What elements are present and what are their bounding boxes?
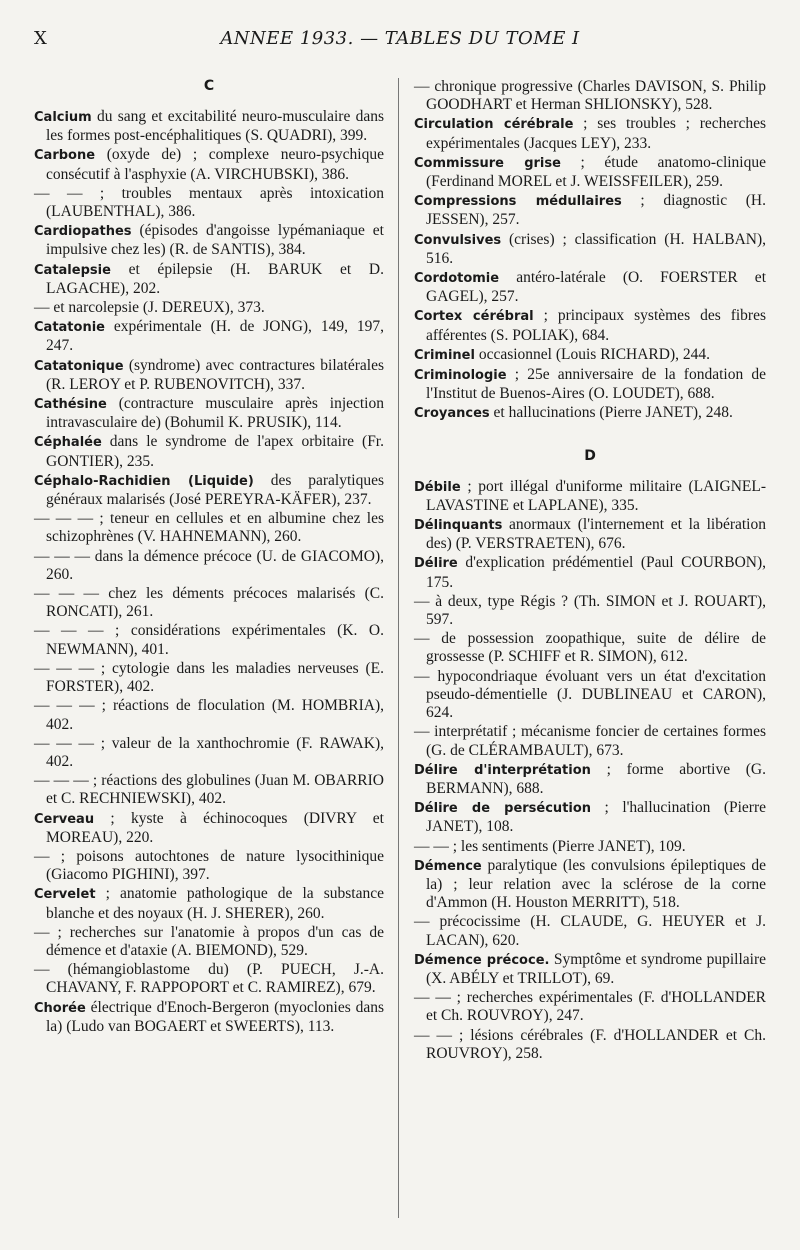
entry-headword: Compressions médullaires	[414, 194, 622, 210]
entry-text: — ; recherches sur l'anatomie à propos d'un cas de démence et d'ataxie (A. BIEMOND), 529.	[34, 923, 384, 959]
entry-headword: Catatonie	[34, 320, 105, 336]
entry-text: — ; poisons autochtones de nature lysocithinique (Giacomo PIGHINI), 397.	[34, 847, 384, 884]
entry-text: expérimentale (H. de JONG), 149, 197, 247.	[46, 318, 384, 355]
index-entry	[414, 192, 766, 229]
entry-headword: Débile	[414, 479, 461, 495]
entry-headword: Chorée	[34, 1000, 86, 1016]
entry-headword: Criminologie	[414, 368, 507, 384]
index-entry	[34, 999, 384, 1036]
entry-text: ; 25e anniversaire de la fondation de l'Institut de Buenos-Aires (O. LOUDET), 688.	[426, 366, 766, 403]
entry-headword: Délire de persécution	[414, 801, 592, 817]
entry-text: — de possession zoopathique, suite de délire de grossesse (P. SCHIFF et R. SIMON), 612.	[414, 630, 766, 666]
entry-text: ; diagnostic (H. JESSEN), 257.	[426, 192, 767, 229]
entry-text: (oxyde de) ; complexe neuro-psychique consécutif à l'asphyxie (A. VIRCHUBSKI), 386.	[46, 146, 384, 183]
index-entry	[414, 838, 766, 856]
index-entry	[34, 622, 384, 658]
entry-text: d'explication prédémentiel (Paul COURBON), 175.	[426, 554, 766, 591]
entry-text: ; l'hallucination (Pierre JANET), 108.	[426, 799, 766, 836]
entry-headword: Croyances	[414, 406, 490, 422]
index-entry	[34, 924, 384, 960]
entry-text: — — ; troubles mentaux après intoxication (LAUBENTHAL), 386.	[34, 184, 384, 221]
entry-headword: Cerveau	[34, 811, 95, 827]
index-entry	[414, 668, 766, 723]
index-entry	[34, 146, 384, 183]
page-header	[34, 28, 766, 54]
index-entry	[34, 510, 384, 546]
entry-text: — — ; les sentiments (Pierre JANET), 109.	[414, 837, 686, 855]
index-entry	[34, 961, 384, 997]
entry-text: ; forme abortive (G. BERMANN), 688.	[426, 760, 766, 797]
index-entry	[414, 307, 766, 344]
index-entry	[34, 108, 384, 145]
entry-text: — — — ; teneur en cellules et en albumine chez les schizophrènes (V. HAHNEMANN), 260.	[34, 510, 384, 546]
entry-text: paralytique (les convulsions épileptiques de la) ; leur relation avec la sclérose de la corne d'Ammon (H. Houston MERRITT), 518.	[426, 856, 766, 912]
entry-text: — — — chez les déments précoces malarisés (C. RONCATI), 261.	[34, 585, 384, 621]
entry-headword: Carbone	[34, 148, 96, 164]
entry-headword: Démence	[414, 858, 482, 874]
index-entry	[34, 810, 384, 847]
entry-text: — — — dans la démence précoce (U. de GIACOMO), 260.	[34, 547, 384, 583]
entry-text: — — ; recherches expérimentales (F. d'HOLLANDER et Ch. ROUVROY), 247.	[414, 989, 766, 1025]
index-entry-list	[414, 78, 766, 424]
running-title: ANNEE 1933. — TABLES DU TOME I	[220, 28, 580, 49]
entry-text: — interprétatif ; mécanisme foncier de certaines formes (G. de CLÉRAMBAULT), 673.	[414, 723, 766, 759]
index-entry	[414, 478, 766, 515]
entry-text: — — — ; considérations expérimentales (K. O. NEWMANN), 401.	[34, 622, 384, 658]
entry-text: (épisodes d'angoisse lypémaniaque et impulsive chez les) (R. de SANTIS), 384.	[46, 222, 384, 259]
entry-text: ; kyste à échinocoques (DIVRY et MOREAU), 220.	[46, 809, 384, 846]
entry-text: ; étude anatomo-clinique (Ferdinand MOREL et J. WEISSFEILER), 259.	[426, 153, 766, 191]
index-entry	[34, 357, 384, 394]
entry-text: ; anatomie pathologique de la substance blanche et des noyaux (H. J. SHERER), 260.	[46, 885, 384, 922]
index-entry-list	[414, 478, 766, 1063]
index-entry	[414, 630, 766, 666]
entry-headword: Cortex cérébral	[414, 309, 534, 325]
index-entry	[414, 231, 766, 268]
index-entry	[414, 346, 766, 365]
entry-text: (syndrome) avec contractures bilatérales (R. LEROY et P. RUBENOVITCH), 337.	[46, 356, 384, 393]
entry-text: et hallucinations (Pierre JANET), 248.	[489, 404, 733, 422]
index-entry	[414, 78, 766, 114]
entry-text: — et narcolepsie (J. DEREUX), 373.	[34, 299, 265, 317]
entry-headword: Criminel	[414, 347, 475, 363]
index-entry	[414, 269, 766, 306]
entry-text: ; principaux systèmes des fibres afférentes (S. POLIAK), 684.	[426, 307, 766, 344]
entry-text: et épilepsie (H. BARUK et D. LAGACHE), 202.	[46, 260, 384, 297]
index-entry	[414, 857, 766, 913]
index-entry	[414, 799, 766, 836]
entry-text: — hypocondriaque évoluant vers un état d'excitation pseudo-démentielle (J. DUBLINEAU et CARON), 624.	[414, 667, 766, 722]
entry-headword: Céphalée	[34, 435, 102, 451]
section-letter-d: D	[584, 447, 596, 464]
entry-headword: Cathésine	[34, 397, 107, 413]
index-entry	[34, 660, 384, 696]
index-entry	[414, 366, 766, 403]
index-entry	[34, 222, 384, 259]
entry-headword: Cordotomie	[414, 271, 500, 287]
index-entry	[34, 261, 384, 298]
entry-text: — — ; lésions cérébrales (F. d'HOLLANDER et Ch. ROUVROY), 258.	[414, 1026, 766, 1062]
left-column	[34, 78, 384, 1037]
index-entry	[414, 554, 766, 591]
index-entry	[34, 697, 384, 733]
entry-headword: Convulsives	[414, 232, 502, 248]
index-entry	[34, 772, 384, 808]
section-letter-c: C	[203, 78, 215, 94]
index-entry	[414, 723, 766, 759]
index-entry	[414, 761, 766, 798]
entry-text: — (hémangioblastome du) (P. PUECH, J.-A. CHAVANY, F. RAPPOPORT et C. RAMIREZ), 679.	[34, 961, 384, 997]
index-entry	[414, 154, 766, 191]
entry-headword: Cardiopathes	[34, 224, 132, 240]
index-entry	[414, 516, 766, 553]
index-entry	[34, 299, 384, 317]
entry-headword: Cervelet	[34, 887, 96, 903]
index-entry	[414, 593, 766, 629]
index-entry	[34, 885, 384, 922]
entry-headword: Commissure grise	[414, 155, 561, 171]
index-entry	[34, 318, 384, 355]
entry-text: Symptôme et syndrome pupillaire (X. ABÉLY et TRILLOT), 69.	[426, 950, 766, 987]
entry-text: (crises) ; classification (H. HALBAN), 516.	[426, 230, 766, 267]
entry-headword: Démence précoce.	[414, 952, 550, 968]
entry-text: anormaux (l'internement et la libération des) (P. VERSTRAETEN), 676.	[426, 516, 766, 553]
index-entry	[34, 472, 384, 509]
index-entry	[34, 433, 384, 470]
index-entry	[414, 115, 766, 152]
index-entry	[414, 1027, 766, 1063]
entry-text: — — — ; réactions des globulines (Juan M. OBARRIO et C. RECHNIEWSKI), 402.	[34, 772, 384, 808]
entry-text: — à deux, type Régis ? (Th. SIMON et J. ROUART), 597.	[414, 592, 766, 629]
entry-text: — — — ; cytologie dans les maladies nerveuses (E. FORSTER), 402.	[34, 659, 384, 696]
column-divider	[398, 78, 399, 1218]
index-entry	[414, 404, 766, 423]
entry-headword: Catalepsie	[34, 262, 111, 278]
entry-headword: Catatonique	[34, 358, 124, 374]
entry-text: occasionnel (Louis RICHARD), 244.	[474, 345, 710, 363]
index-entry	[34, 585, 384, 621]
index-entry	[414, 913, 766, 949]
entry-text: du sang et excitabilité neuro-musculaire dans les formes post-encéphalitiques (S. QUADRI), 399.	[46, 108, 384, 145]
entry-text: (contracture musculaire après injection intravasculaire de) (Bohumil K. PRUSIK), 114.	[46, 395, 384, 432]
entry-headword: Céphalo-Rachidien (Liquide)	[34, 473, 254, 489]
page-number: X	[34, 28, 48, 49]
entry-text: antéro-latérale (O. FOERSTER et GAGEL), 257.	[426, 269, 766, 306]
index-entry-list	[34, 108, 384, 1036]
entry-text: — — — ; valeur de la xanthochromie (F. RAWAK), 402.	[34, 734, 384, 770]
entry-text: des paralytiques généraux malarisés (José PEREYRA-KÄFER), 237.	[46, 471, 384, 509]
entry-headword: Délire d'interprétation	[414, 762, 591, 778]
right-column	[414, 78, 766, 1064]
entry-text: — chronique progressive (Charles DAVISON, S. Philip GOODHART et Herman SHLIONSKY), 528.	[414, 78, 766, 114]
entry-headword: Délire	[414, 556, 458, 572]
entry-headword: Délinquants	[414, 518, 503, 534]
index-entry	[34, 848, 384, 884]
entry-text: électrique d'Enoch-Bergeron (myoclonies dans la) (Ludo van BOGAERT et SWEERTS), 113.	[46, 998, 384, 1035]
entry-text: — — — ; réactions de floculation (M. HOMBRIA), 402.	[34, 697, 384, 733]
entry-text: dans le syndrome de l'apex orbitaire (Fr. GONTIER), 235.	[46, 433, 384, 470]
entry-text: ; port illégal d'uniforme militaire (LAIGNEL-LAVASTINE et LAPLANE), 335.	[426, 477, 766, 514]
entry-headword: Circulation cérébrale	[414, 117, 574, 133]
index-entry	[414, 989, 766, 1025]
entry-text: ; ses troubles ; recherches expérimentales (Jacques LEY), 233.	[426, 115, 766, 152]
index-entry	[34, 548, 384, 584]
index-entry	[34, 185, 384, 221]
entry-text: — précocissime (H. CLAUDE, G. HEUYER et J. LACAN), 620.	[414, 913, 766, 949]
entry-headword: Calcium	[34, 110, 92, 125]
index-entry	[34, 395, 384, 432]
index-entry	[34, 735, 384, 771]
index-entry	[414, 951, 766, 988]
